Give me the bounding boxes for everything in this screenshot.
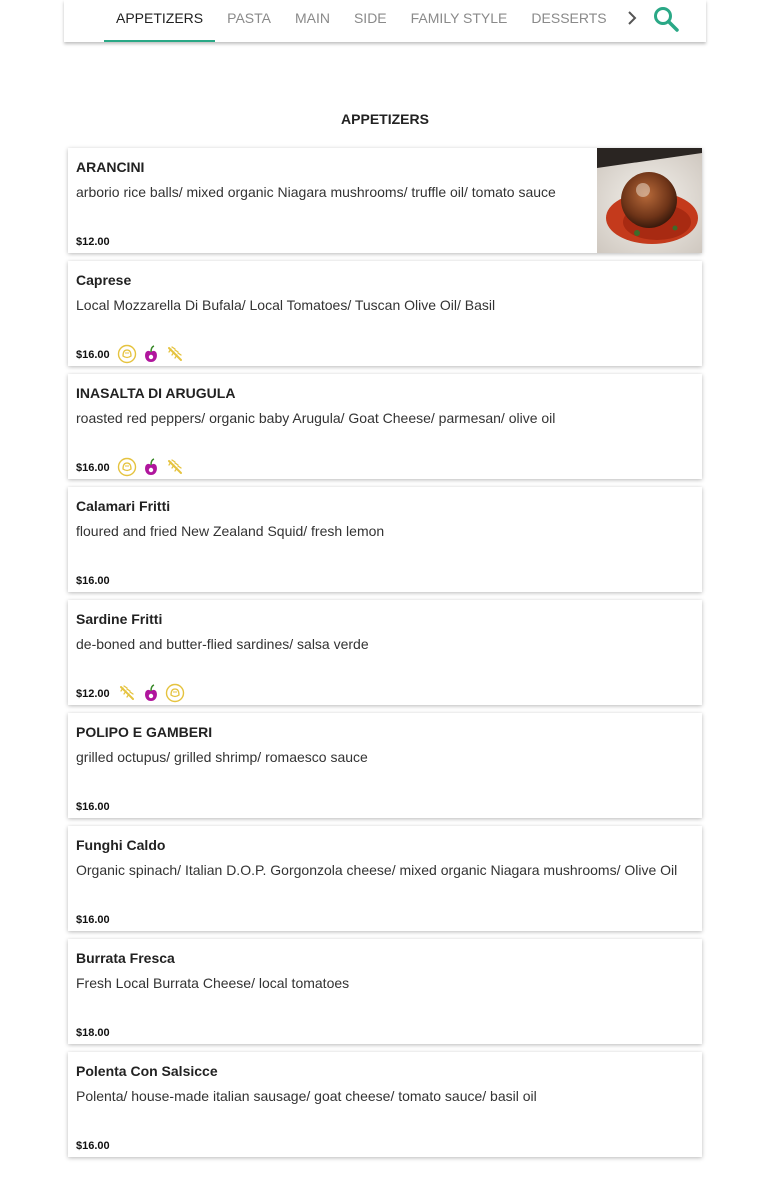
dietary-icons <box>117 683 185 705</box>
gluten-free-icon <box>165 457 185 477</box>
nut-free-icon <box>165 683 185 703</box>
menu-item-description: grilled octupus/ grilled shrimp/ romaesco sauce <box>76 749 368 765</box>
section-title: APPETIZERS <box>341 111 429 127</box>
menu-item-description: Local Mozzarella Di Bufala/ Local Tomatoes/ Tuscan Olive Oil/ Basil <box>76 297 496 313</box>
menu-item-photo[interactable] <box>597 148 702 253</box>
tab-desserts[interactable]: DESSERTS <box>531 10 607 26</box>
nut-free-icon <box>117 457 137 477</box>
arancini-photo <box>597 148 702 253</box>
menu-item-name: Polenta Con Salsicce <box>76 1063 218 1079</box>
menu-item-description: floured and fried New Zealand Squid/ fresh lemon <box>76 523 385 539</box>
tab-appetizers[interactable]: APPETIZERS <box>104 0 215 42</box>
menu-item-name: Calamari Fritti <box>76 498 171 514</box>
menu-item-name: Burrata Fresca <box>76 950 175 966</box>
menu-item-description: Polenta/ house-made italian sausage/ goat cheese/ tomato sauce/ basil oil <box>76 1088 537 1104</box>
menu-item-price: $12.00 <box>76 688 110 700</box>
menu-item-description: Fresh Local Burrata Cheese/ local tomatoes <box>76 975 350 991</box>
menu-item-description: Organic spinach/ Italian D.O.P. Gorgonzola cheese/ mixed organic Niagara mushrooms/ Olive Oil <box>76 862 678 878</box>
vegetarian-icon <box>141 457 161 477</box>
menu-item-card[interactable] <box>68 1052 702 1157</box>
menu-item-card[interactable] <box>68 600 702 705</box>
menu-item-description: arborio rice balls/ mixed organic Niagara mushrooms/ truffle oil/ tomato sauce <box>76 184 556 200</box>
menu-item-card[interactable] <box>68 148 702 253</box>
category-nav-bar <box>64 0 706 42</box>
tab-pasta[interactable]: PASTA <box>227 10 271 26</box>
menu-item-card[interactable] <box>68 487 702 592</box>
menu-item-name: Funghi Caldo <box>76 837 166 853</box>
menu-item-card[interactable] <box>68 939 702 1044</box>
tab-main[interactable]: MAIN <box>294 10 330 26</box>
menu-item-description: de-boned and butter-flied sardines/ salsa verde <box>76 636 369 652</box>
menu-item-card[interactable] <box>68 374 702 479</box>
menu-item-card[interactable] <box>68 826 702 931</box>
menu-item-name: Caprese <box>76 272 132 288</box>
tab-family-style[interactable]: FAMILY STYLE <box>410 10 508 26</box>
menu-item-price: $16.00 <box>76 1140 110 1152</box>
menu-item-price: $16.00 <box>76 575 110 587</box>
dietary-icons <box>117 457 185 479</box>
menu-item-name: ARANCINI <box>76 159 145 175</box>
menu-item-price: $16.00 <box>76 462 110 474</box>
vegetarian-icon <box>141 344 161 364</box>
menu-item-name: INASALTA DI ARUGULA <box>76 385 236 401</box>
vegetarian-icon <box>141 683 161 703</box>
tab-side[interactable]: SIDE <box>353 10 387 26</box>
menu-item-price: $16.00 <box>76 914 110 926</box>
menu-item-name: Sardine Fritti <box>76 611 163 627</box>
menu-item-name: POLIPO E GAMBERI <box>76 724 213 740</box>
gluten-free-icon <box>117 683 137 703</box>
dietary-icons <box>117 344 185 366</box>
menu-item-price: $18.00 <box>76 1027 110 1039</box>
category-tabs <box>104 0 612 42</box>
menu-item-price: $16.00 <box>76 801 110 813</box>
menu-item-card[interactable] <box>68 713 702 818</box>
chevron-right-icon[interactable] <box>624 9 640 27</box>
gluten-free-icon <box>165 344 185 364</box>
search-icon[interactable] <box>652 5 680 33</box>
nut-free-icon <box>117 344 137 364</box>
menu-item-card[interactable] <box>68 261 702 366</box>
menu-item-description: roasted red peppers/ organic baby Arugula/ Goat Cheese/ parmesan/ olive oil <box>76 410 556 426</box>
menu-item-price: $12.00 <box>76 236 110 248</box>
menu-item-price: $16.00 <box>76 349 110 361</box>
